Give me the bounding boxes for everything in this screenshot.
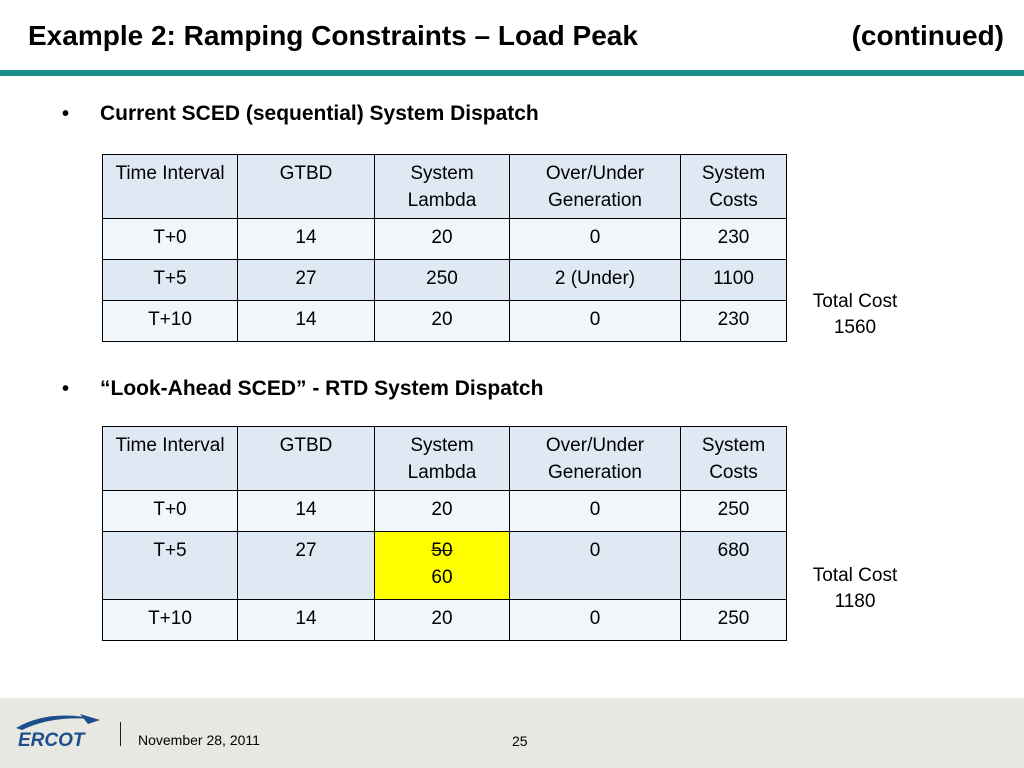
cell-gtbd: 14 bbox=[238, 219, 375, 260]
table-row bbox=[103, 600, 787, 641]
revised-lambda-value: 60 bbox=[431, 567, 453, 588]
current-sced-table bbox=[102, 154, 787, 342]
bullet-dot-icon: • bbox=[62, 378, 70, 400]
table-row bbox=[103, 219, 787, 260]
cell-generation: 0 bbox=[510, 491, 681, 532]
cell-time: T+5 bbox=[103, 260, 238, 301]
struck-lambda-value: 50 bbox=[431, 540, 453, 561]
cell-cost: 680 bbox=[681, 532, 787, 600]
cell-generation: 0 bbox=[510, 600, 681, 641]
footer-date: November 28, 2011 bbox=[138, 732, 260, 748]
bullet-text: “Look-Ahead SCED” - RTD System Dispatch bbox=[100, 377, 544, 400]
ercot-logo-icon bbox=[10, 708, 105, 753]
cell-generation: 0 bbox=[510, 532, 681, 600]
bullet-look-ahead-sced bbox=[62, 377, 543, 401]
look-ahead-sced-table bbox=[102, 426, 787, 641]
cell-cost: 230 bbox=[681, 219, 787, 260]
total-cost-look-ahead bbox=[796, 563, 914, 615]
cell-time: T+10 bbox=[103, 301, 238, 342]
cell-gtbd: 14 bbox=[238, 491, 375, 532]
header-system-costs: System Costs bbox=[681, 427, 787, 491]
cell-time: T+0 bbox=[103, 491, 238, 532]
cell-generation: 0 bbox=[510, 219, 681, 260]
cell-cost: 230 bbox=[681, 301, 787, 342]
cell-lambda: 20 bbox=[375, 491, 510, 532]
page-number: 25 bbox=[512, 733, 528, 749]
cell-gtbd: 14 bbox=[238, 600, 375, 641]
header-system-lambda: System Lambda bbox=[375, 155, 510, 219]
footer-separator bbox=[120, 722, 121, 746]
table-row bbox=[103, 491, 787, 532]
cell-time: T+5 bbox=[103, 532, 238, 600]
cell-cost: 1100 bbox=[681, 260, 787, 301]
total-cost-value: 1560 bbox=[833, 317, 877, 338]
table-row bbox=[103, 532, 787, 600]
cell-lambda: 20 bbox=[375, 219, 510, 260]
logo-text: ERCOT bbox=[18, 730, 85, 751]
bullet-text: Current SCED (sequential) System Dispatch bbox=[100, 102, 539, 125]
cell-time: T+10 bbox=[103, 600, 238, 641]
cell-cost: 250 bbox=[681, 491, 787, 532]
bullet-dot-icon: • bbox=[62, 103, 70, 125]
bullet-current-sced bbox=[62, 102, 539, 126]
table-row bbox=[103, 260, 787, 301]
cell-lambda-highlighted bbox=[375, 532, 510, 600]
slide-title-main: Example 2: Ramping Constraints – Load Peak bbox=[28, 20, 638, 51]
cell-gtbd: 27 bbox=[238, 260, 375, 301]
header-time-interval: Time Interval bbox=[103, 427, 238, 491]
cell-lambda: 250 bbox=[375, 260, 510, 301]
cell-cost: 250 bbox=[681, 600, 787, 641]
total-cost-value: 1180 bbox=[834, 591, 876, 612]
header-system-lambda: System Lambda bbox=[375, 427, 510, 491]
table-header-row bbox=[103, 427, 787, 491]
header-system-costs: System Costs bbox=[681, 155, 787, 219]
cell-lambda: 20 bbox=[375, 301, 510, 342]
header-gtbd: GTBD bbox=[238, 155, 375, 219]
total-cost-label: Total Cost bbox=[812, 291, 898, 312]
cell-generation: 2 (Under) bbox=[510, 260, 681, 301]
total-cost-current bbox=[796, 289, 914, 341]
total-cost-label: Total Cost bbox=[812, 565, 898, 586]
table-row bbox=[103, 301, 787, 342]
cell-time: T+0 bbox=[103, 219, 238, 260]
header-time-interval: Time Interval bbox=[103, 155, 238, 219]
cell-generation: 0 bbox=[510, 301, 681, 342]
header-over-under-generation: Over/Under Generation bbox=[510, 427, 681, 491]
cell-gtbd: 27 bbox=[238, 532, 375, 600]
title-divider bbox=[0, 70, 1024, 76]
cell-gtbd: 14 bbox=[238, 301, 375, 342]
table-header-row bbox=[103, 155, 787, 219]
cell-lambda: 20 bbox=[375, 600, 510, 641]
header-gtbd: GTBD bbox=[238, 427, 375, 491]
slide-title-suffix: (continued) bbox=[851, 20, 1004, 51]
slide-title bbox=[28, 20, 1004, 52]
header-over-under-generation: Over/Under Generation bbox=[510, 155, 681, 219]
